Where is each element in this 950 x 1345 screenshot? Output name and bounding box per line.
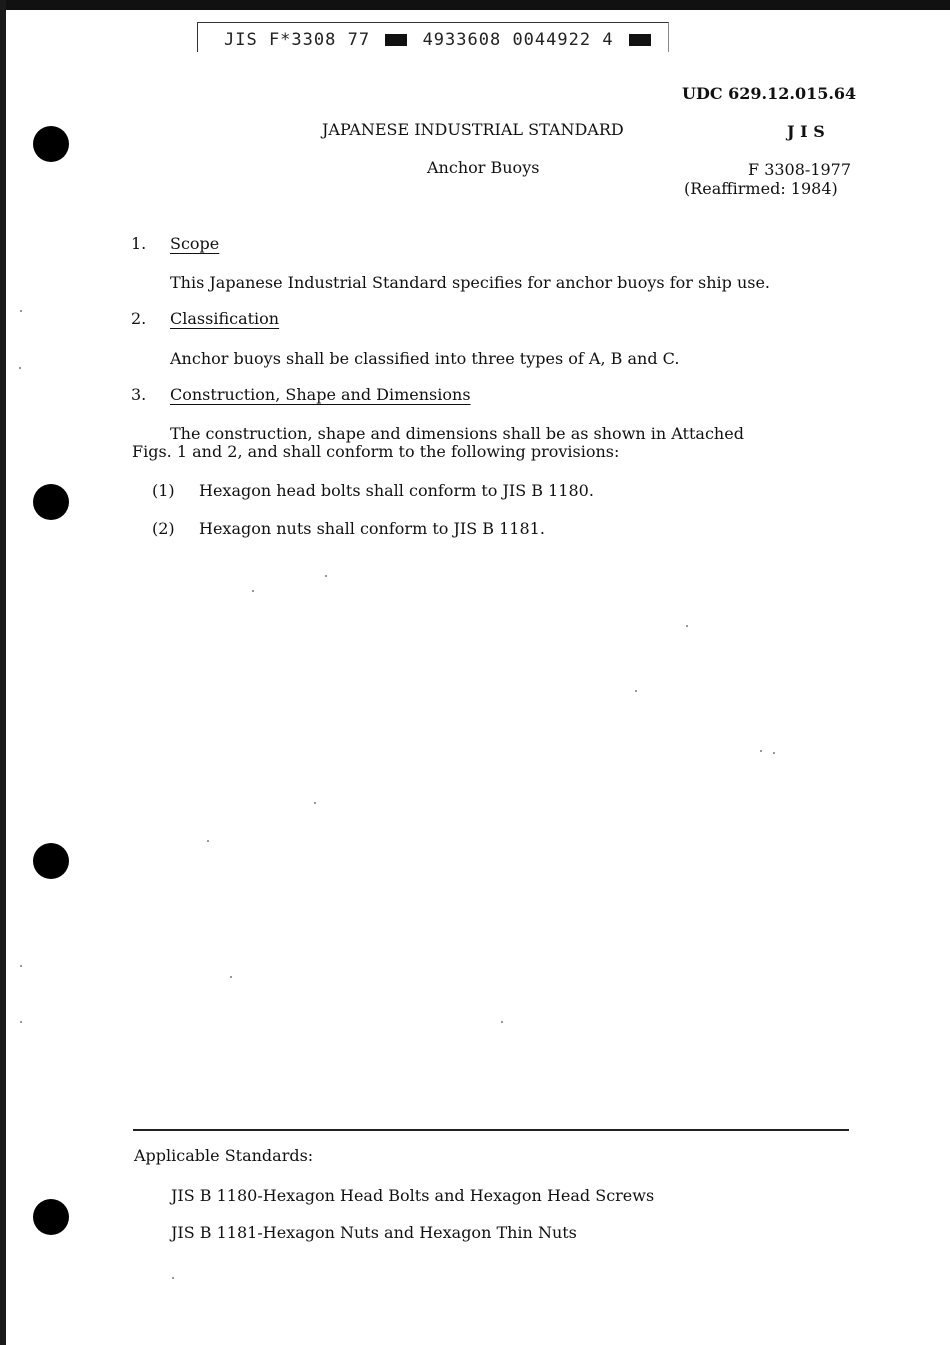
stamp-block-icon <box>385 34 407 46</box>
udc-code: UDC 629.12.015.64 <box>682 84 857 103</box>
provision-1-label: (1) <box>152 481 175 500</box>
section-2-heading: Classification <box>170 309 280 328</box>
provision-1-text: Hexagon head bolts shall conform to JIS B 1180. <box>199 481 594 500</box>
punch-hole-icon <box>33 843 69 879</box>
scan-speck <box>207 840 209 842</box>
scan-speck <box>230 976 232 978</box>
punch-hole-icon <box>33 1199 69 1235</box>
applicable-item: JIS B 1180-Hexagon Head Bolts and Hexagon Head Screws <box>171 1186 655 1205</box>
scan-speck <box>20 1021 22 1023</box>
scan-speck <box>686 625 688 627</box>
footnote-divider <box>133 1129 849 1131</box>
provision-2-text: Hexagon nuts shall conform to JIS B 1181. <box>199 519 545 538</box>
provision-2-label: (2) <box>152 519 175 538</box>
section-3-body-line-1: The construction, shape and dimensions shall be as shown in Attached <box>170 424 744 443</box>
scan-speck <box>773 752 775 754</box>
scan-speck <box>172 1277 174 1279</box>
scan-speck <box>314 802 316 804</box>
catalog-stamp <box>197 22 669 52</box>
section-1-body: This Japanese Industrial Standard specifies for anchor buoys for ship use. <box>170 273 771 292</box>
applicable-heading: Applicable Standards: <box>134 1146 314 1165</box>
scan-speck <box>19 367 21 369</box>
section-2-number: 2. <box>131 309 147 328</box>
standard-number: F 3308-1977 <box>748 160 852 179</box>
section-3-heading: Construction, Shape and Dimensions <box>170 385 471 404</box>
standard-org: JAPANESE INDUSTRIAL STANDARD <box>322 120 624 139</box>
scan-speck <box>635 690 637 692</box>
scan-speck <box>20 965 22 967</box>
section-3-body-line-2: Figs. 1 and 2, and shall conform to the following provisions: <box>132 442 620 461</box>
applicable-item: JIS B 1181-Hexagon Nuts and Hexagon Thin Nuts <box>171 1223 577 1242</box>
scan-left-edge <box>0 0 6 1345</box>
stamp-block-icon <box>629 34 651 46</box>
stamp-code: 4933608 0044922 4 <box>422 30 614 50</box>
reaffirmed-date: (Reaffirmed: 1984) <box>684 179 838 198</box>
section-1-heading: Scope <box>170 234 220 253</box>
scan-speck <box>20 310 22 312</box>
section-2-body: Anchor buoys shall be classified into three types of A, B and C. <box>170 349 680 368</box>
section-3-number: 3. <box>131 385 147 404</box>
document-title: Anchor Buoys <box>427 158 540 177</box>
jis-mark: J I S <box>787 122 825 141</box>
section-1-number: 1. <box>131 234 147 253</box>
stamp-prefix: JIS F*3308 77 <box>224 30 371 50</box>
scan-speck <box>760 750 762 752</box>
scan-speck <box>325 575 327 577</box>
scan-speck <box>501 1021 503 1023</box>
punch-hole-icon <box>33 484 69 520</box>
scan-speck <box>252 590 254 592</box>
punch-hole-icon <box>33 126 69 162</box>
scan-top-border <box>0 0 950 10</box>
